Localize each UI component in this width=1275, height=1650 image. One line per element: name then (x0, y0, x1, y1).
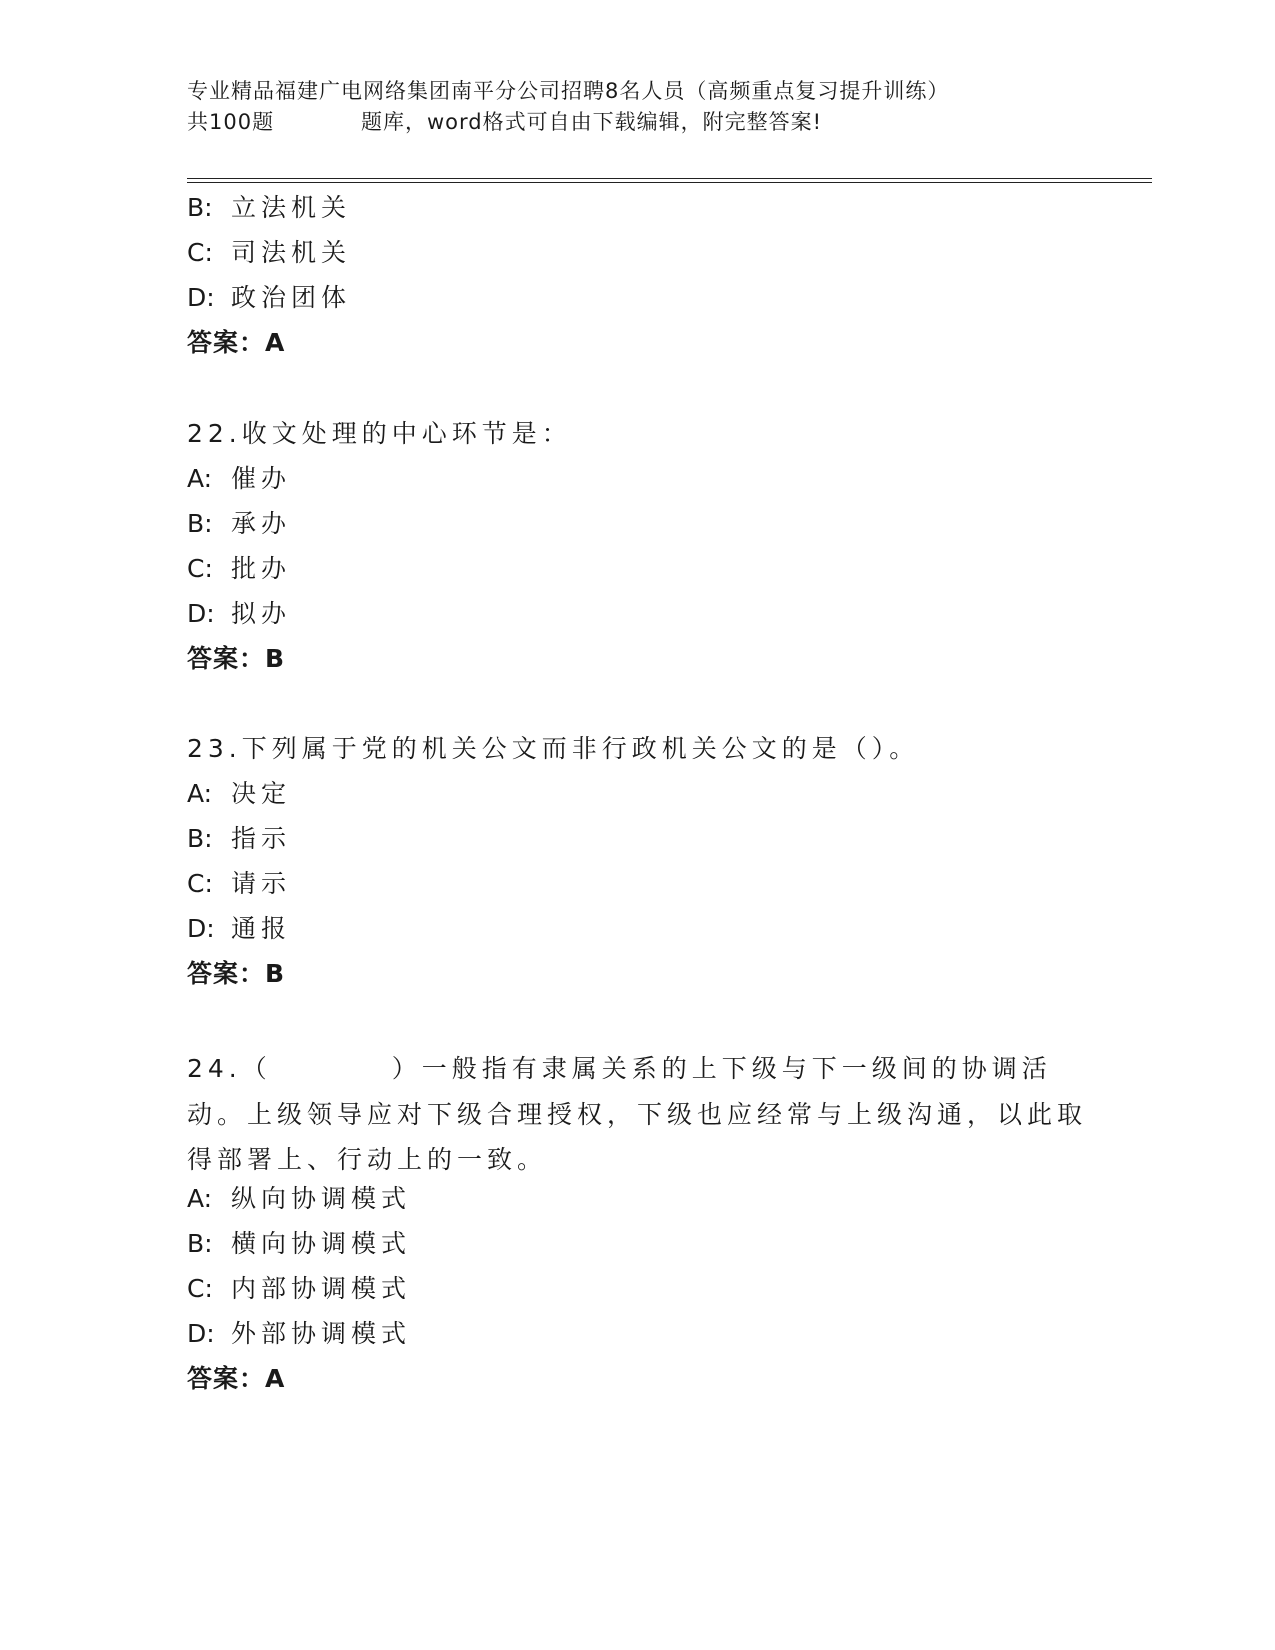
option-text: 拟办 (231, 599, 292, 628)
header-subline (187, 107, 1087, 138)
question-stem: 23.下列属于党的机关公文而非行政机关公文的是（）。 (187, 734, 920, 763)
option-key: D: (187, 283, 215, 312)
option-item (187, 237, 351, 269)
answer-line: 答案：A (187, 328, 286, 357)
option-key: C: (187, 238, 213, 267)
option-text: 批办 (231, 554, 292, 583)
option-text: 请示 (231, 869, 292, 898)
option-item (187, 1318, 411, 1350)
document-title: 专业精品福建广电网络集团南平分公司招聘8名人员（高频重点复习提升训练） (187, 79, 950, 103)
option-text: 司法机关 (231, 238, 352, 267)
option-text: 催办 (231, 464, 292, 493)
option-item (187, 868, 291, 900)
option-item (187, 553, 291, 585)
option-item (187, 282, 351, 314)
option-item (187, 508, 291, 540)
option-item (187, 1273, 411, 1305)
question-count: 共100题 (187, 110, 275, 134)
option-text: 指示 (231, 824, 292, 853)
option-key: C: (187, 869, 213, 898)
answer-line: 答案：B (187, 959, 286, 988)
option-item (187, 598, 291, 630)
option-key: C: (187, 554, 213, 583)
question-stem: 22.收文处理的中心环节是： (187, 419, 572, 448)
option-text: 决定 (231, 779, 292, 808)
option-key: A: (187, 1184, 213, 1213)
option-key: B: (187, 509, 213, 538)
option-item (187, 823, 291, 855)
option-item (187, 1183, 411, 1215)
option-key: B: (187, 824, 213, 853)
option-key: D: (187, 599, 215, 628)
answer-line: 答案：B (187, 644, 286, 673)
option-text: 横向协调模式 (231, 1229, 412, 1258)
option-text: 承办 (231, 509, 292, 538)
option-key: A: (187, 464, 213, 493)
option-key: D: (187, 1319, 215, 1348)
option-item (187, 463, 291, 495)
header-divider-bottom (187, 182, 1152, 183)
option-text: 政治团体 (231, 283, 352, 312)
option-item (187, 778, 291, 810)
option-key: B: (187, 193, 213, 222)
option-key: B: (187, 1229, 213, 1258)
option-text: 外部协调模式 (231, 1319, 412, 1348)
answer-line: 答案：A (187, 1364, 286, 1393)
option-key: C: (187, 1274, 213, 1303)
document-header (187, 76, 1087, 138)
option-key: A: (187, 779, 213, 808)
option-item (187, 192, 351, 224)
option-text: 立法机关 (231, 193, 352, 222)
option-text: 纵向协调模式 (231, 1184, 412, 1213)
document-subtitle: 题库，word格式可自由下载编辑，附完整答案! (361, 110, 823, 134)
option-text: 通报 (231, 914, 292, 943)
header-divider-top (187, 178, 1152, 179)
option-item (187, 1228, 411, 1260)
question-stem: 24.（ ）一般指有隶属关系的上下级与下一级间的协调活动。上级领导应对下级合理授权，下级也应经常与上级沟通，以此取得部署上、行动上的一致。 (187, 1054, 1088, 1174)
option-key: D: (187, 914, 215, 943)
option-text: 内部协调模式 (231, 1274, 412, 1303)
option-item (187, 913, 291, 945)
